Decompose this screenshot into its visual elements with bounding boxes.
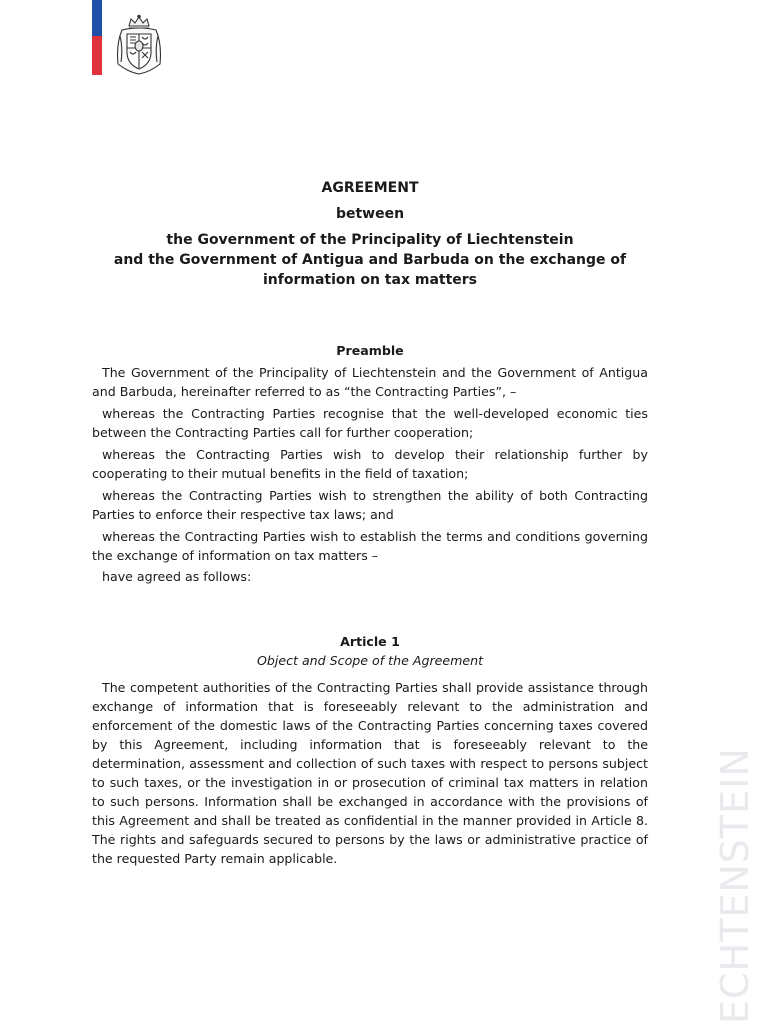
preamble-paragraph: whereas the Contracting Parties wish to develop their relationship further by cooperating to their mutual benefits in the field of taxation; [92, 447, 648, 481]
preamble-paragraph: whereas the Contracting Parties wish to strengthen the ability of both Contracting Parties to enforce their respective tax laws; and [92, 488, 648, 522]
flag-stripe [92, 0, 102, 75]
article-body: The competent authorities of the Contracting Parties shall provide assistance through exchange of information that is foreseeably relevant to the administration and enforcement of the domestic laws of the Contracting Parties concerning taxes covered by this Agreement, including information that is foreseeably relevant to the determination, assessment and collection of such taxes with respect to persons subject to such taxes, or the investigation in or prosecution of criminal tax matters in relation to such persons. Information shall be exchanged in accordance with the provisions of this Agreement and shall be treated as confidential in the manner provided in Article 8. The rights and safeguards secured to persons by the laws or administrative practice of the requested Party remain applicable. [92, 680, 648, 866]
preamble-paragraph: The Government of the Principality of Liechtenstein and the Government of Antigua and Barbuda, hereinafter referred to as “the Contracting Parties”, – [92, 365, 648, 399]
flag-blue-band [92, 0, 102, 36]
article-heading: Article 1 [340, 634, 400, 649]
document-body [92, 341, 648, 881]
side-watermark-text: ECHTENSTEIN [713, 747, 757, 1024]
title-agreement: AGREEMENT [321, 180, 419, 196]
title-party-2: and the Government of Antigua and Barbuda on the exchange of [113, 252, 627, 268]
coat-of-arms-icon [112, 14, 166, 76]
preamble-paragraph: whereas the Contracting Parties wish to establish the terms and conditions governing the exchange of information on tax matters – [92, 529, 648, 563]
preamble-paragraph: whereas the Contracting Parties recognise that the well-developed economic ties between the Contracting Parties call for further cooperation; [92, 406, 648, 440]
preamble-heading: Preamble [336, 343, 404, 358]
flag-red-band [92, 36, 102, 75]
title-party-1: the Government of the Principality of Liechtenstein [166, 232, 574, 248]
title-between: between [335, 206, 405, 222]
document-title [92, 178, 648, 290]
preamble-paragraph: have agreed as follows: [102, 569, 252, 584]
title-subject: information on tax matters [262, 272, 478, 288]
article-subheading: Object and Scope of the Agreement [256, 653, 484, 668]
article-1 [92, 632, 648, 868]
